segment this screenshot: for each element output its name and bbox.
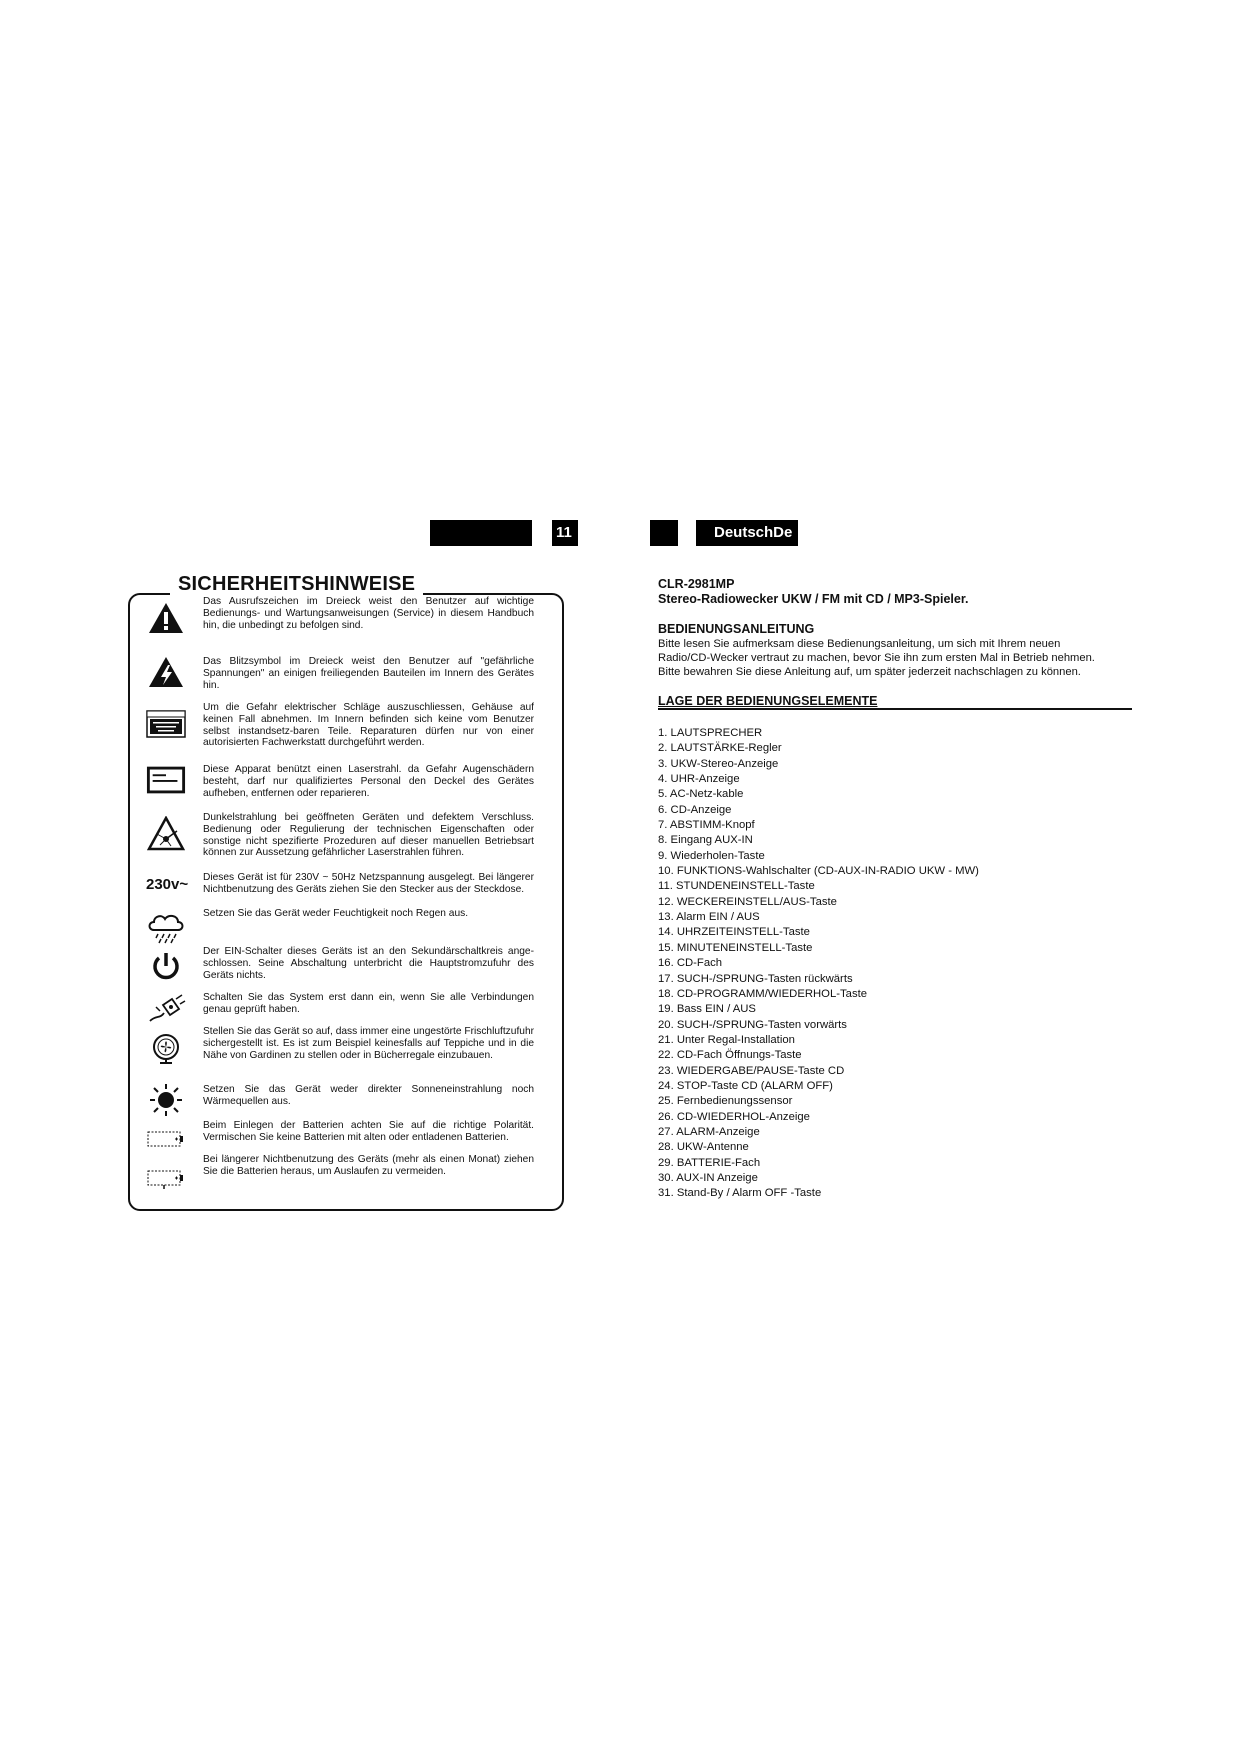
product-subtitle: Stereo-Radiowecker UKW / FM mit CD / MP3-Spieler.: [658, 592, 969, 606]
safety-item-text: Setzen Sie das Gerät weder Feuchtigkeit noch Regen aus.: [203, 908, 469, 919]
list-item: 20. SUCH-/SPRUNG-Tasten vorwärts: [658, 1018, 847, 1031]
list-item: 12. WECKEREINSTELL/AUS-Taste: [658, 895, 837, 908]
list-item: 13. Alarm EIN / AUS: [658, 911, 760, 924]
list-item: 6. CD-Anzeige: [658, 803, 732, 816]
manual-intro: [658, 637, 1138, 679]
lightning-triangle-icon: [146, 654, 186, 690]
model-number: CLR-2981MP: [658, 577, 735, 591]
safety-item-text: Bei längerer Nichtbenutzung des Geräts (mehr als einen Monat) ziehen Sie die Batterien heraus, um Auslaufen zu vermeiden.: [203, 1154, 534, 1177]
list-item: 8. Eingang AUX-IN: [658, 834, 753, 847]
page-number: 11: [556, 524, 572, 541]
safety-item-text: Das Ausrufszeichen im Dreieck weist den Benutzer auf wichtige Bedienungs- und Wartungsanweisungen (Service) in diesem Handbuch hin, die unbedingt zu befolgen sind.: [203, 596, 534, 631]
caution-label-icon: [146, 706, 186, 742]
list-item: 7. ABSTIMM-Knopf: [658, 819, 755, 832]
safety-item-text: Dunkelstrahlung bei geöffneten Geräten und defektem Verschluss. Bedienung oder Regulierung der technischen Eigenschaften oder sonstige nicht spezifierte Prozeduren auf dieser manuellen Betriebsart können zur Aussetzung gefährlicher Laserstrahlen führen.: [203, 812, 534, 859]
laser-radiation-triangle-icon: [146, 816, 186, 852]
list-item: 26. CD-WIEDERHOL-Anzeige: [658, 1110, 810, 1123]
list-item: 3. UKW-Stereo-Anzeige: [658, 757, 779, 770]
safety-item-text: Stellen Sie das Gerät so auf, dass immer eine ungestörte Frischluftzufuhr sichergestellt ist. Es ist zum Beispiel keinesfalls auf Teppiche und in die Nähe von Gardinen zu stellen oder in Bücherregale einzubauen.: [203, 1026, 534, 1061]
plug-connection-icon: [146, 992, 186, 1028]
battery-remove-icon: [146, 1160, 186, 1196]
safety-item-text: Das Blitzsymbol im Dreieck weist den Benutzer auf "gefährliche Spannungen" an einigen freiliegenden Bauteilen im Innern des Gerätes hin.: [203, 656, 534, 691]
list-item: 23. WIEDERGABE/PAUSE-Taste CD: [658, 1064, 845, 1077]
language-label: DeutschDe: [714, 524, 793, 541]
safety-title: SICHERHEITSHINWEISE: [170, 570, 423, 598]
list-item: 22. CD-Fach Öffnungs-Taste: [658, 1049, 802, 1062]
laser-class-label-icon: [146, 762, 186, 798]
list-item: 16. CD-Fach: [658, 957, 723, 970]
controls-heading: LAGE DER BEDIENUNGSELEMENTE: [658, 694, 878, 708]
list-item: 24. STOP-Taste CD (ALARM OFF): [658, 1079, 833, 1092]
voltage-230v-icon: [146, 866, 196, 902]
manual-intro-line: Bitte bewahren Sie diese Anleitung auf, um später jederzeit nachschlagen zu können.: [658, 666, 1081, 678]
list-item: 10. FUNKTIONS-Wahlschalter (CD-AUX-IN-RADIO UKW - MW): [658, 865, 979, 878]
ventilation-fan-icon: [146, 1030, 186, 1066]
list-item: 11. STUNDENEINSTELL-Taste: [658, 880, 815, 893]
safety-item-text: Setzen Sie das Gerät weder direkter Sonneneinstrahlung noch Wärmequellen aus.: [203, 1084, 534, 1107]
safety-item-text: Diese Apparat benützt einen Laserstrahl. da Gefahr Augenschädern besteht, darf nur qualifiziertes Personal den Deckel des Gerätes aufheben, entfernen oder reparieren.: [203, 764, 534, 799]
list-item: 31. Stand-By / Alarm OFF -Taste: [658, 1187, 822, 1200]
list-item: 4. UHR-Anzeige: [658, 773, 740, 786]
list-item: 5. AC-Netz-kable: [658, 788, 744, 801]
list-item: 30. AUX-IN Anzeige: [658, 1171, 758, 1184]
safety-item-text: Beim Einlegen der Batterien achten Sie auf die richtige Polarität. Vermischen Sie keine Batterien mit alten oder entladenen Batterien.: [203, 1120, 534, 1143]
list-item: 2. LAUTSTÄRKE-Regler: [658, 742, 782, 755]
manual-intro-line: Radio/CD-Wecker vertraut zu machen, bevor Sie ihn zum ersten Mal in Betrieb nehmen.: [658, 652, 1095, 664]
list-item: 27. ALARM-Anzeige: [658, 1125, 760, 1138]
exclamation-triangle-icon: [146, 600, 186, 636]
list-item: 21. Unter Regal-Installation: [658, 1033, 795, 1046]
list-item: 14. UHRZEITEINSTELL-Taste: [658, 926, 810, 939]
safety-item-text: Schalten Sie das System erst dann ein, wenn Sie alle Verbindungen genau geprüft haben.: [203, 992, 534, 1015]
list-item: 9. Wiederholen-Taste: [658, 849, 765, 862]
controls-divider: [658, 708, 1132, 710]
list-item: 15. MINUTENEINSTELL-Taste: [658, 941, 813, 954]
safety-item-text: Um die Gefahr elektrischer Schläge auszuschliessen, Gehäuse auf keinen Fall abnehmen. Im Innern befinden sich keine vom Benutzer selbst instandsetz-baren Teile. Reparaturen dürfen nur von einer autorisierten Fachwerkstatt durchgeführt werden.: [203, 702, 534, 749]
battery-icon: [146, 1120, 186, 1156]
voltage-label: 230v~: [146, 875, 189, 893]
header-block-mid: [650, 520, 678, 546]
safety-item-text: Dieses Gerät ist für 230V ~ 50Hz Netzspannung ausgelegt. Bei längerer Nichtbenutzung des Geräts ziehen Sie den Stecker aus der Steckdose.: [203, 872, 534, 895]
power-icon: [146, 948, 186, 984]
list-item: 28. UKW-Antenne: [658, 1141, 749, 1154]
list-item: 17. SUCH-/SPRUNG-Tasten rückwärts: [658, 972, 853, 985]
sun-icon: [146, 1082, 186, 1118]
list-item: 25. Fernbedienungssensor: [658, 1095, 793, 1108]
list-item: 1. LAUTSPRECHER: [658, 727, 763, 739]
manual-intro-line: Bitte lesen Sie aufmerksam diese Bedienungsanleitung, um sich mit Ihrem neuen: [658, 638, 1061, 650]
manual-heading: BEDIENUNGSANLEITUNG: [658, 622, 815, 636]
controls-list: [658, 726, 979, 1202]
list-item: 29. BATTERIE-Fach: [658, 1156, 761, 1169]
header-block-left: [430, 520, 532, 546]
rain-cloud-icon: [146, 910, 186, 946]
safety-item-text: Der EIN-Schalter dieses Geräts ist an den Sekundärschaltkreis ange-schlossen. Seine Abschaltung unterbricht die Hauptstromzufuhr des Geräts nichts.: [203, 946, 534, 981]
list-item: 19. Bass EIN / AUS: [658, 1003, 756, 1016]
list-item: 18. CD-PROGRAMM/WIEDERHOL-Taste: [658, 987, 868, 1000]
